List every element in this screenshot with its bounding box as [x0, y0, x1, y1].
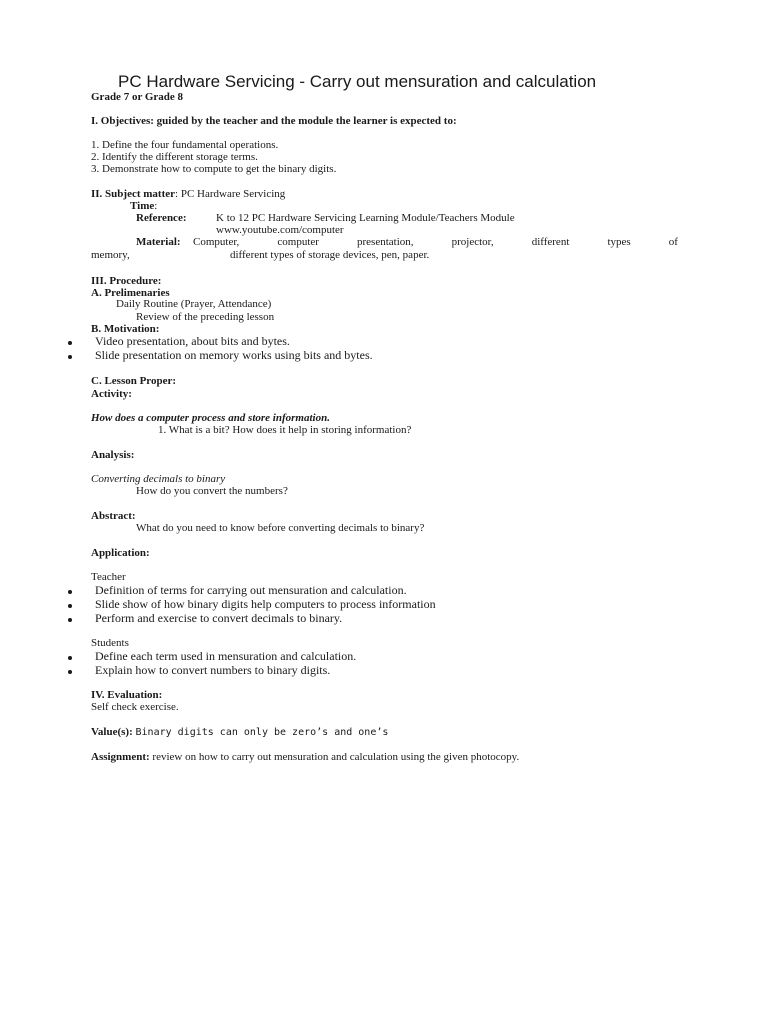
daily-routine: Daily Routine (Prayer, Attendance) [116, 298, 272, 310]
bullet-icon [68, 604, 72, 608]
assignment-line: Assignment: review on how to carry out mensuration and calculation using the given photocopy. [91, 751, 520, 763]
activity-heading: Activity: [91, 388, 132, 400]
objective-item: 1. Define the four fundamental operations. [91, 139, 279, 151]
teacher-item: Slide show of how binary digits help computers to process information [95, 597, 436, 611]
page-title: PC Hardware Servicing - Carry out mensuration and calculation [118, 72, 597, 91]
bullet-icon [68, 355, 72, 359]
material-line-start: memory, [91, 249, 130, 261]
material-line: Computer, computer presentation, projector, different types of [193, 236, 678, 248]
lesson-proper-heading: C. Lesson Proper: [91, 375, 177, 387]
teacher-item: Perform and exercise to convert decimals to binary. [95, 611, 343, 625]
bullet-icon [68, 656, 72, 660]
procedure-heading: III. Procedure: [91, 275, 162, 287]
student-item: Explain how to convert numbers to binary digits. [95, 663, 331, 677]
objective-item: 3. Demonstrate how to compute to get the binary digits. [91, 163, 337, 175]
analysis-heading: Analysis: [91, 449, 135, 461]
student-item: Define each term used in mensuration and calculation. [95, 649, 357, 663]
time-line: Time: [130, 200, 158, 212]
preliminaries-heading: A. Prelimenaries [91, 287, 170, 299]
material-label: Material: [136, 236, 181, 248]
motivation-item: Slide presentation on memory works using bits and bytes. [95, 348, 373, 362]
activity-item: 1. What is a bit? How does it help in storing information? [158, 424, 412, 436]
activity-question: How does a computer process and store information. [91, 412, 330, 424]
evaluation-text: Self check exercise. [91, 701, 179, 713]
reference-url: www.youtube.com/computer [216, 224, 344, 236]
reference-label: Reference: [136, 212, 187, 224]
bullet-icon [68, 590, 72, 594]
material-line-rest: different types of storage devices, pen, paper. [230, 249, 430, 261]
motivation-item: Video presentation, about bits and bytes. [95, 334, 290, 348]
grade-level: Grade 7 or Grade 8 [91, 91, 184, 103]
abstract-heading: Abstract: [91, 510, 136, 522]
bullet-icon [68, 341, 72, 345]
students-label: Students [91, 637, 129, 649]
analysis-question: How do you convert the numbers? [136, 485, 288, 497]
teacher-item: Definition of terms for carrying out mensuration and calculation. [95, 583, 407, 597]
bullet-icon [68, 618, 72, 622]
values-line: Value(s): Binary digits can only be zero’s and one’s [91, 726, 389, 738]
review-lesson: Review of the preceding lesson [136, 311, 275, 323]
abstract-question: What do you need to know before converting decimals to binary? [136, 522, 425, 534]
application-heading: Application: [91, 547, 150, 559]
subject-matter-line: II. Subject matter: PC Hardware Servicing [91, 188, 286, 200]
evaluation-heading: IV. Evaluation: [91, 689, 163, 701]
analysis-topic: Converting decimals to binary [91, 473, 226, 485]
motivation-heading: B. Motivation: [91, 323, 160, 335]
bullet-icon [68, 670, 72, 674]
reference-value: K to 12 PC Hardware Servicing Learning Module/Teachers Module [216, 212, 515, 224]
objective-item: 2. Identify the different storage terms. [91, 151, 258, 163]
objectives-heading: I. Objectives: guided by the teacher and the module the learner is expected to: [91, 115, 457, 127]
teacher-label: Teacher [91, 571, 126, 583]
